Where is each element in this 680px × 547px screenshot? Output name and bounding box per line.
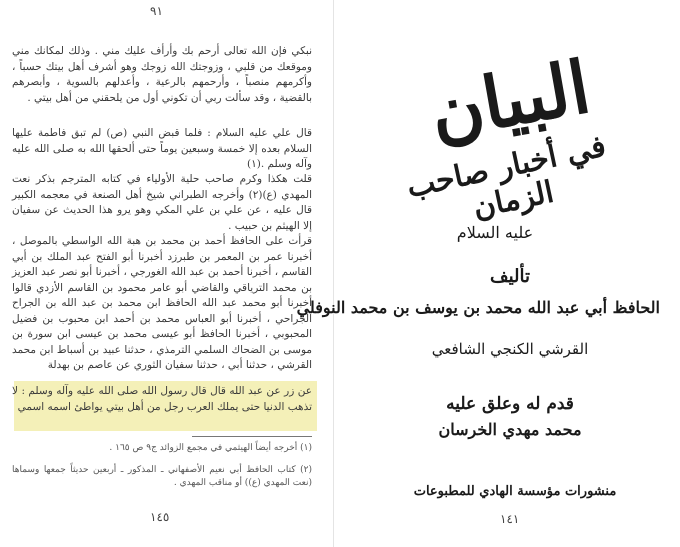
paragraph: قرأت على الحافظ أحمد بن محمد بن هبة الله الواسطي بالموصل ، أخبرنا عمر بن المعمر بن طبرزد أخبرنا أبو الفتح عبد الملك بن أبي القاسم ، أخبرنا أحمد بن عبد الله الغورجي ، أخبرنا أبو نصر عبد العزيز بن محمد الترياقي والقاضي أبو عامر محمود بن القاسم الأزدي قالوا أخبرنا أبو محمد عبد الله الحافظ ابن محمد بن عبد الله بن الجراح الجراحي ، أخبرنا أبو العباس محمد بن أحمد ابن محبوب بن فضيل المحبوبي ، أخبرنا الحافظ أبو عيسى محمد بن عيسى ابن سورة بن موسى بن الضحاك السلمي الترمذي ، حدثنا عبيد بن أسباط ابن محمد القرشي ، حدثنا أبي ، حدثنا سفيان الثوري عن عاصم بن بهدلة [12, 235, 312, 371]
author-nisba: القرشي الكنجي الشافعي [431, 340, 589, 358]
left-page-number: ١٤٥ [150, 510, 170, 524]
highlighted-paragraph: عن زر عن عبد الله قال قال رسول الله صلى الله عليه وآله وسلم : لا تذهب الدنيا حتى يملك العرب رجل من أهل بيتي يواطئ اسمه اسمي [12, 385, 312, 413]
editor-name: محمد مهدي الخرسان [438, 420, 582, 439]
footnote: (١) أخرجه أيضاً الهيثمي في مجمع الزوائد ج٩ ص ١٦٥ . [109, 443, 312, 453]
book-subtitle: في أخبار صاحب الزمان [403, 128, 609, 226]
salutation: عليه السلام [456, 223, 534, 242]
top-page-number: ٩١ [150, 4, 163, 18]
paragraph: نبكي فإن الله تعالى أرحم بك وأرأف عليك مني . وذلك لمكانك مني وموقعك من قلبي ، وزوجتك الله زوجك وهو أشرف أهل بيتك حسباً ، وأكرمهم منصباً ، وأرحمهم بالرعية ، وأعدلهم بالسوية ، وأبصرهم بالقضية ، وقد سألت ربي أن تكوني أول من يلحقني من أهل بيتي . [12, 45, 312, 104]
page-gutter [333, 0, 334, 547]
right-page-number: ١٤١ [500, 512, 520, 526]
paragraph: قلت هكذا وكرم صاحب حلية الأولياء في كتابه المترجم بذكر نعت المهدي (ع)(٢) وأخرجه الطبراني شيخ أهل الصنعة في معجمه الكبير قال عليه ، عن علي بن علي المكي وهو يرو هذا الحديث عن سفيان إلا الهيثم بن حبيب . [12, 173, 312, 232]
left-page [4, 24, 322, 524]
author-name: الحافظ أبي عبد الله محمد بن يوسف بن محمد النوفلي [296, 298, 660, 317]
title-page [296, 0, 680, 547]
footnote-divider [192, 436, 312, 437]
book-title: البيان [423, 43, 597, 156]
editor-credit: قدم له وعلق عليه [446, 394, 574, 414]
paragraph: قال علي عليه السلام : فلما قبض النبي (ص) لم تبق فاطمة عليها السلام بعده إلا خمسة وسبعين يوماً حتى ألحقها الله به صلى الله عليه وآله وسلم .(١) [12, 127, 312, 170]
footnote: (٢) كتاب الحافظ أبي نعيم الأصفهاني ـ المذكور ـ أربعين حديثاً جمعها وسماها (نعت المهدي (ع)) أو مناقب المهدي . [12, 465, 312, 488]
publisher: منشورات مؤسسة الهادي للمطبوعات [413, 484, 617, 499]
authorship-label: تأليف [489, 266, 531, 287]
